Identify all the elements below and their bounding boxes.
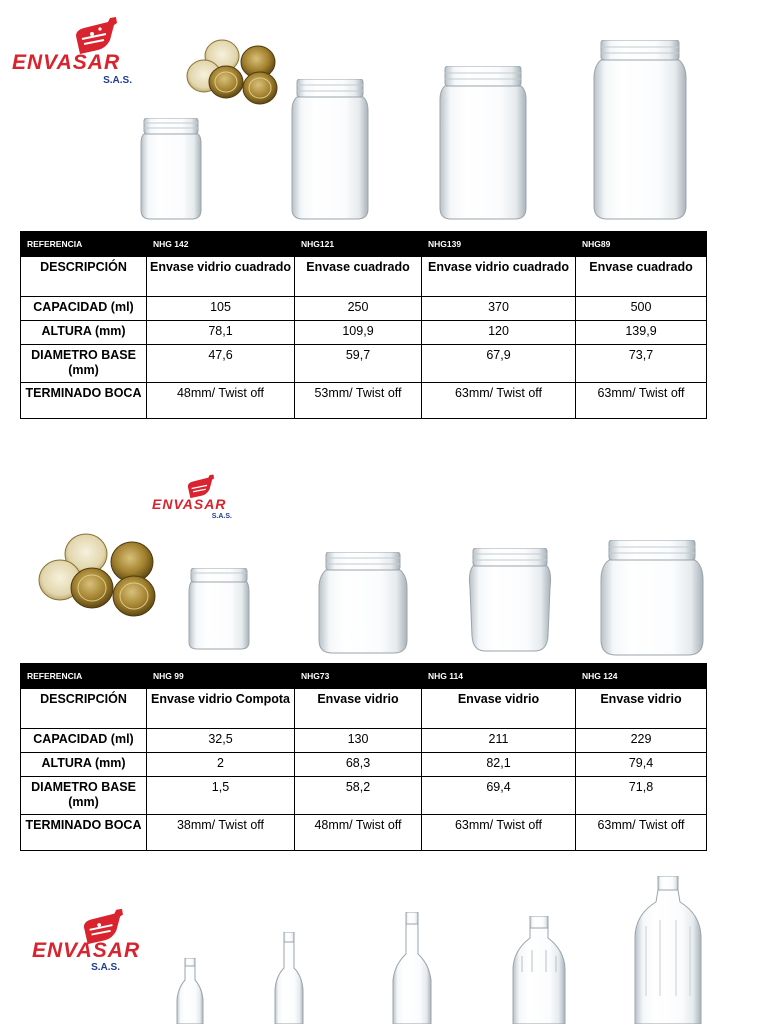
table-cell: Envase vidrio	[422, 689, 576, 729]
jar-nhg89-image	[593, 40, 687, 220]
table-cell: Envase vidrio	[295, 689, 422, 729]
table-cell: Envase vidrio Compota	[147, 689, 295, 729]
lids-image	[36, 530, 160, 618]
logo-wordmark: ENVASAR	[152, 496, 227, 512]
bottle-image	[510, 916, 568, 1024]
bottle-image	[174, 958, 206, 1024]
logo-wordmark: ENVASAR	[32, 939, 141, 962]
row-label: DIAMETRO BASE (mm)	[21, 777, 147, 815]
table-row	[21, 345, 707, 383]
ref-cell: NHG89	[576, 232, 707, 257]
bottle-image	[390, 912, 434, 1024]
jar-nhg142-image	[140, 118, 202, 220]
table-cell: 53mm/ Twist off	[295, 383, 422, 419]
table-cell: 67,9	[422, 345, 576, 383]
table-row	[21, 729, 707, 753]
logo-suffix: S.A.S.	[211, 513, 232, 520]
table-cell: 2	[147, 753, 295, 777]
table-cell: 250	[295, 297, 422, 321]
table-cell: 211	[422, 729, 576, 753]
row-label: ALTURA (mm)	[21, 321, 147, 345]
envasar-logo	[32, 906, 167, 974]
row-label: DESCRIPCIÓN	[21, 257, 147, 297]
table-cell: 82,1	[422, 753, 576, 777]
ref-cell: NHG 114	[422, 664, 576, 689]
table-row	[21, 297, 707, 321]
table-cell: 120	[422, 321, 576, 345]
jar-nhg99-image	[188, 568, 250, 650]
table-cell: Envase vidrio cuadrado	[422, 257, 576, 297]
jar-nhg124-image	[600, 540, 704, 656]
logo-suffix: S.A.S.	[91, 962, 120, 973]
table-cell: 105	[147, 297, 295, 321]
row-label: CAPACIDAD (ml)	[21, 297, 147, 321]
spec-table-1	[20, 231, 707, 419]
logo-bottle-icon	[70, 14, 120, 56]
table-row	[21, 777, 707, 815]
envasar-logo	[12, 14, 157, 84]
ref-cell: NHG 124	[576, 664, 707, 689]
table-cell: 47,6	[147, 345, 295, 383]
table-cell: 139,9	[576, 321, 707, 345]
logo-suffix: S.A.S.	[103, 75, 132, 86]
table-cell: 71,8	[576, 777, 707, 815]
table-cell: 63mm/ Twist off	[576, 383, 707, 419]
ref-cell: NHG 142	[147, 232, 295, 257]
row-label: DESCRIPCIÓN	[21, 689, 147, 729]
logo-wordmark: ENVASAR	[12, 51, 121, 74]
lids-image	[182, 36, 282, 106]
envasar-logo	[152, 472, 247, 522]
ref-cell: NHG139	[422, 232, 576, 257]
table-cell: 73,7	[576, 345, 707, 383]
table-row	[21, 689, 707, 729]
bottle-image	[632, 876, 704, 1024]
jar-nhg139-image	[439, 66, 527, 220]
row-label: CAPACIDAD (ml)	[21, 729, 147, 753]
row-label: DIAMETRO BASE (mm)	[21, 345, 147, 383]
table-cell: 68,3	[295, 753, 422, 777]
table-row	[21, 321, 707, 345]
row-label: TERMINADO BOCA	[21, 383, 147, 419]
table-cell: Envase cuadrado	[295, 257, 422, 297]
jar-nhg114-image	[467, 548, 553, 652]
table-cell: 63mm/ Twist off	[576, 815, 707, 851]
table-cell: Envase vidrio	[576, 689, 707, 729]
referencia-label: REFERENCIA	[21, 664, 147, 689]
row-label: ALTURA (mm)	[21, 753, 147, 777]
table-cell: Envase vidrio cuadrado	[147, 257, 295, 297]
table-cell: 130	[295, 729, 422, 753]
table-cell: 59,7	[295, 345, 422, 383]
table-cell: 38mm/ Twist off	[147, 815, 295, 851]
table-cell: 63mm/ Twist off	[422, 815, 576, 851]
table-row	[21, 753, 707, 777]
row-label: TERMINADO BOCA	[21, 815, 147, 851]
table-cell: 79,4	[576, 753, 707, 777]
table-header-row	[21, 232, 707, 257]
table-cell: 63mm/ Twist off	[422, 383, 576, 419]
table-cell: 109,9	[295, 321, 422, 345]
table-cell: 32,5	[147, 729, 295, 753]
table-cell: 78,1	[147, 321, 295, 345]
table-row	[21, 257, 707, 297]
table-cell: 1,5	[147, 777, 295, 815]
table-row	[21, 815, 707, 851]
jar-nhg73-image	[318, 552, 408, 654]
ref-cell: NHG121	[295, 232, 422, 257]
spec-table-2	[20, 663, 707, 851]
table-cell: 58,2	[295, 777, 422, 815]
referencia-label: REFERENCIA	[21, 232, 147, 257]
table-header-row	[21, 664, 707, 689]
bottle-image	[272, 932, 306, 1024]
table-cell: 500	[576, 297, 707, 321]
table-cell: 370	[422, 297, 576, 321]
table-cell: Envase cuadrado	[576, 257, 707, 297]
table-cell: 48mm/ Twist off	[147, 383, 295, 419]
table-cell: 69,4	[422, 777, 576, 815]
table-row	[21, 383, 707, 419]
table-cell: 229	[576, 729, 707, 753]
ref-cell: NHG 99	[147, 664, 295, 689]
jar-nhg121-image	[291, 79, 369, 220]
ref-cell: NHG73	[295, 664, 422, 689]
table-cell: 48mm/ Twist off	[295, 815, 422, 851]
